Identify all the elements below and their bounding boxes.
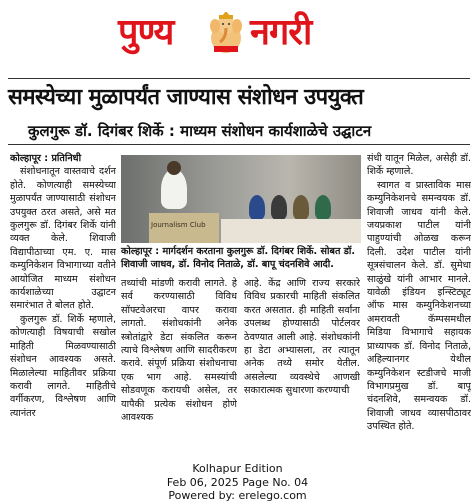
masthead-title-right: नगरी <box>250 11 312 53</box>
article-paragraph: संधी यातून मिळेल, असेही डॉ. शिर्के म्हणाले. <box>367 153 471 178</box>
article-paragraph: तथ्यांची मांडणी करावी लागते. हे सर्व करण्यासाठी विविध सॉफ्टवेअरचा वापर करावा लागतो. संशोधकांनी अनेक स्त्रोतांद्वारे डेटा संकलित करून त्याचे विश्लेषण आणि सादरीकरण करावे. संपूर्ण प्रक्रिया संशोधनाचा एक भाग आहे. समस्यांची सोडवणूक करायची असेल, तर यापैकी प्रत्येक संशोधन होणे आवश्यक <box>121 278 237 424</box>
ganesh-logo-icon <box>206 12 246 54</box>
masthead-title-left: पुण्य <box>118 11 174 53</box>
footer-powered-by[interactable]: Powered by: erelego.com <box>168 489 307 502</box>
top-divider <box>8 78 470 79</box>
event-photo <box>121 155 361 243</box>
article-paragraph: संशोधनातून वास्तवाचे दर्शन होते. कोणत्याही समस्येच्या मुळापर्यंत जाण्यासाठी संशोधन उपयुक्त ठरत असते, असे मत कुलगुरू डॉ. दिगंबर शिर्के यांनी व्यक्त केले. शिवाजी विद्यापीठाच्या एम. ए. मास कम्युनिकेशन विभागाच्या वतीने आयोजित माध्यम संशोधन कार्यशाळेच्या उद्घाटन समारंभात ते बोलत होते. <box>10 166 116 312</box>
masthead <box>0 8 475 56</box>
footer-edition: Kolhapur Edition <box>192 462 283 475</box>
photo-banner-text: Journalism Club <box>151 221 206 229</box>
subhead-divider <box>8 144 470 145</box>
article-paragraph: कुलगुरू डॉ. शिर्के म्हणाले, कोणत्याही विषयाची सखोल माहिती मिळवण्यासाठी संशोधन आवश्यक असते. मिळालेल्या माहितीवर प्रक्रिया करावी लागते. माहितीचे वर्गीकरण, विश्लेषण आणि त्यानंतर <box>10 313 116 419</box>
article-headline: समस्येच्या मुळापर्यंत जाण्यास संशोधन उपयुक्त <box>8 85 364 110</box>
article-subheadline: कुलगुरू डॉ. दिगंबर शिर्के : माध्यम संशोधन कार्यशाळेचे उद्घाटन <box>28 122 372 140</box>
article-paragraph: आहे. केंद्र आणि राज्य सरकारे विविध प्रकारची माहिती संकलित करत असतात. ही माहिती सर्वांना उपलब्ध होण्यासाठी पोर्टलवर ठेवण्यात आली आहे. संशोधकांनी हा डेटा अभ्यासला, तर त्यातून अनेक तथ्ये समोर येतील. असलेल्या व्यवस्थेचे आणखी सकारात्मक सुधारणा करण्याची <box>244 278 360 397</box>
article-column-2 <box>121 277 237 457</box>
article-dateline: कोल्हापूर : प्रतिनिधी <box>10 153 82 164</box>
article-paragraph: स्वागत व प्रास्ताविक मास कम्युनिकेशनचे समन्वयक डॉ. शिवाजी जाधव यांनी केले. जयप्रकाश पाटील यांनी पाहुण्यांची ओळख करून दिली. उदेश पाटील यांनी सूत्रसंचालन केले. डॉ. सुमेधा साळुंखे यांनी आभार मानले. यावेळी इंडियन इन्स्टिट्यूट ऑफ मास कम्युनिकेशनच्या अमरावती कॅम्पसमधील मिडिया विभागाचे सहायक प्राध्यापक डॉ. विनोद निताळे, अहिल्यानगर येथील कम्युनिकेशन स्टडीजचे माजी विभागप्रमुख डॉ. बापू चंदनशिवे, समन्वयक डॉ. शिवाजी जाधव व्यासपीठावर उपस्थित होते. <box>367 179 471 433</box>
article-column-3 <box>244 277 360 457</box>
article-column-4 <box>367 152 471 457</box>
footer-date-page: Feb 06, 2025 Page No. 04 <box>166 476 309 489</box>
article-column-1 <box>10 152 116 457</box>
photo-caption: कोल्हापूर : मार्गदर्शन करताना कुलगुरू डॉ. दिगंबर शिर्के. सोबत डॉ. शिवाजी जाधव, डॉ. विनोद निताळे, डॉ. बापू चंदनशिवे आदी. <box>121 246 356 270</box>
